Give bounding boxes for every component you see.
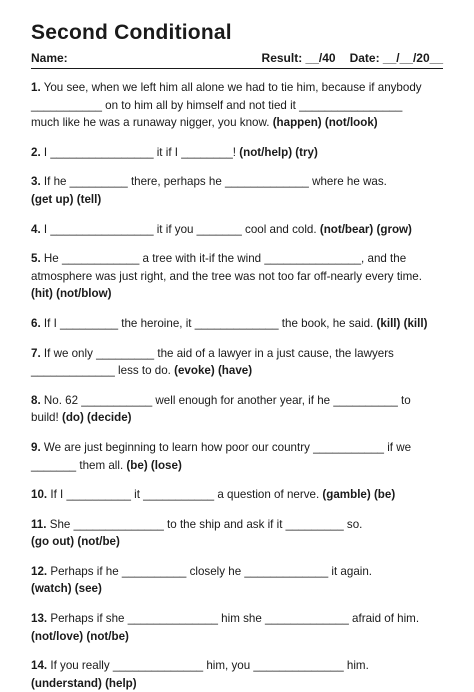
question-number: 10. bbox=[31, 488, 48, 502]
question-line bbox=[31, 144, 443, 162]
date-label: Date: __/__/20__ bbox=[349, 51, 443, 65]
question-item bbox=[31, 345, 443, 380]
question-text: You see, when we left him all alone we had to tie him, because if anybody bbox=[43, 81, 422, 94]
question-number: 8. bbox=[31, 393, 41, 407]
question-text: _____________ less to do. bbox=[31, 364, 171, 378]
question-text: She ______________ to the ship and ask if it _________ so. bbox=[49, 517, 363, 531]
question-text: atmosphere was just right, and the tree was not too far off-nearly every time. bbox=[31, 269, 422, 283]
question-number: 13. bbox=[31, 612, 48, 626]
verb-hint: (do) (decide) bbox=[61, 411, 132, 425]
question-line bbox=[31, 268, 443, 286]
question-line bbox=[31, 392, 443, 410]
question-text: No. 62 ___________ well enough for another year, if he __________ to bbox=[43, 393, 411, 407]
question-text: Perhaps if she ______________ him she _____________ afraid of him. bbox=[50, 612, 420, 626]
question-text: ___________ on to him all by himself and not tied it ________________ bbox=[31, 98, 403, 112]
question-text: Perhaps if he __________ closely he _____________ it again. bbox=[50, 564, 373, 578]
question-line bbox=[31, 409, 443, 427]
worksheet-title: Second Conditional bbox=[31, 21, 232, 44]
question-item bbox=[31, 173, 443, 208]
question-line bbox=[31, 457, 443, 475]
worksheet-page bbox=[31, 20, 443, 692]
question-item bbox=[31, 486, 443, 504]
question-number: 12. bbox=[31, 564, 48, 578]
verb-hint: (happen) (not/look) bbox=[272, 116, 378, 130]
question-line bbox=[31, 191, 443, 209]
question-item bbox=[31, 439, 443, 474]
question-item bbox=[31, 610, 443, 645]
question-line bbox=[31, 563, 443, 581]
question-text: _______ them all. bbox=[31, 458, 124, 472]
verb-hint: (go out) (not/be) bbox=[31, 535, 120, 549]
question-line bbox=[31, 345, 443, 363]
question-number: 6. bbox=[31, 316, 41, 330]
verb-hint: (kill) (kill) bbox=[376, 316, 428, 330]
question-text: If we only _________ the aid of a lawyer in a just cause, the lawyers bbox=[43, 346, 394, 360]
question-line bbox=[31, 250, 443, 268]
verb-hint: (get up) (tell) bbox=[31, 192, 102, 206]
question-line bbox=[31, 79, 443, 97]
question-number: 9. bbox=[31, 440, 41, 454]
question-number: 11. bbox=[31, 517, 47, 531]
verb-hint: (hit) (not/blow) bbox=[31, 287, 112, 301]
question-line bbox=[31, 675, 443, 692]
question-item bbox=[31, 250, 443, 303]
question-number: 5. bbox=[31, 252, 41, 266]
verb-hint: (gamble) (be) bbox=[322, 488, 396, 502]
question-text: If I __________ it ___________ a question of nerve. bbox=[50, 488, 320, 502]
question-text: He ____________ a tree with it-if the wind _______________, and the bbox=[43, 252, 407, 266]
name-label: Name: bbox=[31, 51, 68, 65]
question-line bbox=[31, 362, 443, 380]
question-line bbox=[31, 173, 443, 191]
question-item bbox=[31, 144, 443, 162]
question-number: 7. bbox=[31, 346, 41, 360]
question-text: If I _________ the heroine, it _____________ the book, he said. bbox=[43, 316, 374, 330]
question-list bbox=[31, 79, 443, 692]
question-line bbox=[31, 516, 443, 534]
result-label: Result: __/40 bbox=[261, 51, 336, 65]
question-line bbox=[31, 628, 443, 646]
verb-hint: (not/love) (not/be) bbox=[31, 629, 129, 643]
question-line bbox=[31, 439, 443, 457]
question-line bbox=[31, 97, 443, 115]
question-line bbox=[31, 610, 443, 628]
question-line bbox=[31, 285, 443, 303]
question-item bbox=[31, 657, 443, 692]
question-line bbox=[31, 315, 443, 333]
question-line bbox=[31, 221, 443, 239]
question-number: 1. bbox=[31, 81, 41, 94]
question-item bbox=[31, 79, 443, 132]
header-row bbox=[31, 49, 443, 69]
question-text: build! bbox=[31, 411, 59, 425]
verb-hint: (be) (lose) bbox=[126, 458, 182, 472]
question-number: 4. bbox=[31, 222, 41, 236]
question-number: 2. bbox=[31, 145, 41, 159]
question-text: If he _________ there, perhaps he _____________ where he was. bbox=[43, 175, 387, 189]
question-number: 3. bbox=[31, 175, 41, 189]
question-item bbox=[31, 563, 443, 598]
header-right bbox=[262, 51, 443, 65]
question-item bbox=[31, 392, 443, 427]
question-line bbox=[31, 533, 443, 551]
question-number: 14. bbox=[31, 659, 48, 673]
verb-hint: (not/bear) (grow) bbox=[319, 222, 412, 236]
question-line bbox=[31, 657, 443, 675]
question-item bbox=[31, 315, 443, 333]
verb-hint: (watch) (see) bbox=[31, 582, 102, 596]
question-text: I ________________ it if you _______ cool and cold. bbox=[43, 222, 317, 236]
verb-hint: (understand) (help) bbox=[31, 676, 137, 690]
question-line bbox=[31, 486, 443, 504]
question-item bbox=[31, 221, 443, 239]
question-line bbox=[31, 114, 443, 132]
verb-hint: (evoke) (have) bbox=[174, 364, 253, 378]
verb-hint: (not/help) (try) bbox=[239, 145, 318, 159]
question-text: much like he was a runaway nigger, you know. bbox=[31, 116, 270, 130]
question-text: We are just beginning to learn how poor our country ___________ if we bbox=[43, 440, 412, 454]
question-item bbox=[31, 516, 443, 551]
question-text: If you really ______________ him, you ______________ him. bbox=[50, 659, 369, 673]
question-text: I ________________ it if I ________! bbox=[43, 145, 237, 159]
question-line bbox=[31, 580, 443, 598]
